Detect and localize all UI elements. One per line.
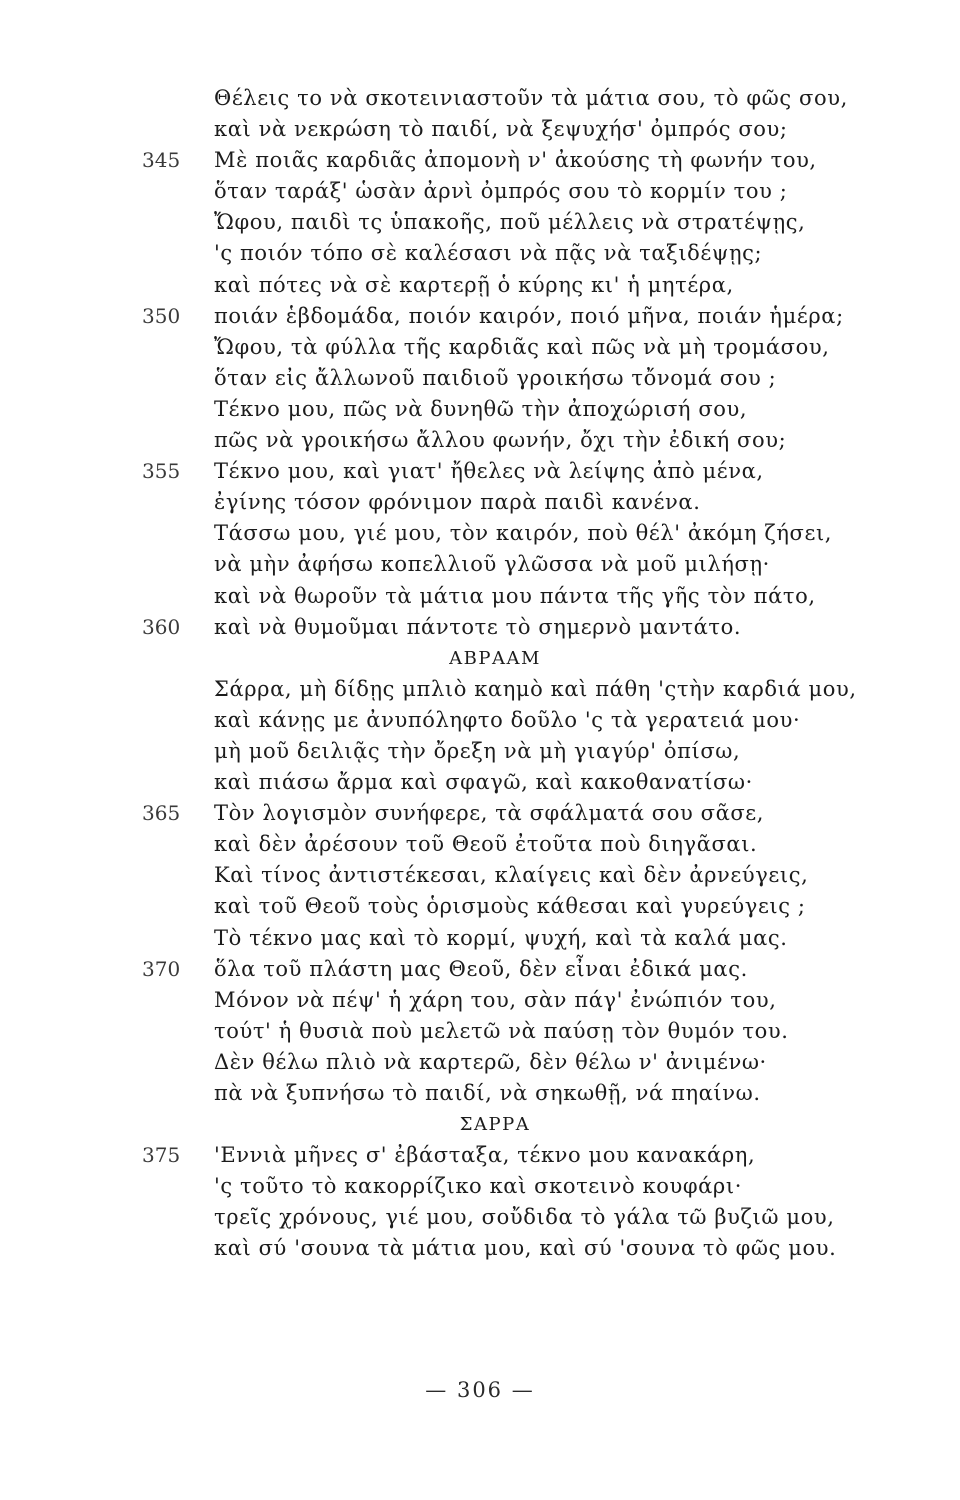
line-number: 370 — [142, 956, 181, 981]
verse-line — [0, 301, 960, 332]
verse-line — [0, 891, 960, 922]
verse-line — [0, 207, 960, 238]
verse-text: καὶ τοῦ Θεοῦ τοὺς ὁρισμοὺς κάθεσαι καὶ γυρεύγεις ; — [214, 894, 806, 919]
verse-text: πῶς νὰ γροικήσω ἄλλου φωνήν, ὄχι τὴν ἐδική σου; — [214, 428, 787, 453]
verse-line — [0, 425, 960, 456]
verse-line — [0, 83, 960, 114]
verse-text: νὰ μὴν ἀφήσω κοπελλιοῦ γλῶσσα νὰ μοῦ μιλήσῃ· — [214, 552, 770, 577]
verse-text: ὅταν ταράξ' ὡσὰν ἀρνὶ ὀμπρός σου τὸ κορμίν του ; — [214, 179, 788, 204]
verse-text: τούτ' ἡ θυσιὰ ποὺ μελετῶ νὰ παύσῃ τὸν θυμόν του. — [214, 1018, 789, 1043]
verse-line — [0, 1202, 960, 1233]
verse-line — [0, 1078, 960, 1109]
verse-line — [0, 985, 960, 1016]
verse-text: ποιάν ἑβδομάδα, ποιόν καιρόν, ποιό μῆνα, ποιάν ἡμέρα; — [214, 303, 844, 328]
verse-line — [0, 1016, 960, 1047]
verse-line — [0, 145, 960, 176]
verse-text: Ὤφου, παιδὶ τς ὑπακοῆς, ποῦ μέλλεις νὰ στρατέψῃς, — [214, 210, 806, 235]
verse-text: ἐγίνης τόσον φρόνιμον παρὰ παιδὶ κανένα. — [214, 490, 701, 515]
verse-line — [0, 1233, 960, 1264]
page-number: — 306 — — [425, 1378, 535, 1402]
line-number: 365 — [142, 801, 181, 826]
line-number: 355 — [142, 459, 181, 484]
verse-text: καὶ νὰ θωροῦν τὰ μάτια μου πάντα τῆς γῆς τὸν πάτο, — [214, 583, 816, 608]
verse-text: 'ς ποιόν τόπο σὲ καλέσασι νὰ πᾷς νὰ ταξιδέψῃς; — [214, 241, 763, 266]
verse-text: Σάρρα, μὴ δίδῃς μπλιὸ καημὸ καὶ πάθη 'ςτὴν καρδιά μου, — [214, 676, 857, 701]
verse-text: Τάσσω μου, γιέ μου, τὸν καιρόν, ποὺ θέλ' ἀκόμη ζήσει, — [214, 521, 833, 546]
verse-text: Μόνον νὰ πέψ' ἡ χάρη του, σὰν πάγ' ἐνώπιόν του, — [214, 987, 777, 1012]
verse-text: Τέκνο μου, καὶ γιατ' ἤθελες νὰ λείψης ἀπὸ μένα, — [214, 459, 764, 484]
poem-text — [0, 83, 960, 1265]
verse-line — [0, 1047, 960, 1078]
verse-text: Δὲν θέλω πλιὸ νὰ καρτερῶ, δὲν θέλω ν' ἀνιμένω· — [214, 1049, 767, 1074]
verse-text: Καὶ τίνος ἀντιστέκεσαι, κλαίγεις καὶ δὲν ἀρνεύγεις, — [214, 863, 809, 888]
verse-text: πὰ νὰ ξυπνήσω τὸ παιδί, νὰ σηκωθῇ, νά πηαίνω. — [214, 1081, 761, 1105]
verse-line — [0, 394, 960, 425]
verse-text: Μὲ ποιᾶς καρδιᾶς ἀπομονὴ ν' ἀκούσης τὴ φωνήν του, — [214, 148, 817, 173]
line-number: 360 — [142, 614, 181, 639]
verse-line — [0, 238, 960, 269]
verse-line — [0, 674, 960, 705]
line-number: 350 — [142, 303, 181, 328]
verse-text: Τὸ τέκνο μας καὶ τὸ κορμί, ψυχή, καὶ τὰ καλά μας. — [214, 925, 788, 950]
verse-text: 'ς τοῦτο τὸ κακορρίζικο καὶ σκοτεινὸ κουφάρι· — [214, 1174, 742, 1199]
verse-text: καὶ σύ 'σουνα τὰ μάτια μου, καὶ σύ 'σουνα τὸ φῶς μου. — [214, 1236, 837, 1261]
line-number: 375 — [142, 1143, 181, 1168]
verse-line — [0, 954, 960, 985]
verse-line — [0, 270, 960, 301]
verse-line — [0, 581, 960, 612]
verse-line — [0, 612, 960, 643]
verse-text: ὅλα τοῦ πλάστη μας Θεοῦ, δὲν εἶναι ἐδικά μας. — [214, 956, 748, 981]
verse-text: 'Εννιὰ μῆνες σ' ἐβάσταξα, τέκνο μου κανακάρη, — [214, 1143, 756, 1168]
speaker-name: ΣΑΡΡΑ — [459, 1114, 531, 1136]
verse-line — [0, 176, 960, 207]
verse-text: καὶ πότες νὰ σὲ καρτερῇ ὁ κύρης κι' ἡ μητέρα, — [214, 272, 734, 297]
verse-line — [0, 798, 960, 829]
verse-line — [0, 114, 960, 145]
verse-text: ὅταν εἰς ἄλλωνοῦ παιδιοῦ γροικήσω τὄνομά σου ; — [214, 365, 777, 390]
verse-line — [0, 736, 960, 767]
verse-text: τρεῖς χρόνους, γιέ μου, σοὔδιδα τὸ γάλα τῶ βυζιῶ μου, — [214, 1205, 835, 1230]
verse-line — [0, 705, 960, 736]
verse-line — [0, 487, 960, 518]
verse-line — [0, 829, 960, 860]
verse-line — [0, 1171, 960, 1202]
verse-text: μὴ μοῦ δειλιᾷς τὴν ὄρεξη νὰ μὴ γιαγύρ' ὀπίσω, — [214, 738, 741, 763]
verse-text: καὶ κάνῃς με ἀνυπόληφτο δοῦλο 'ς τὰ γερατειά μου· — [214, 707, 801, 732]
verse-text: καὶ πιάσω ἄρμα καὶ σφαγῶ, καὶ κακοθανατίσω· — [214, 770, 753, 795]
verse-text: καὶ νὰ θυμοῦμαι πάντοτε τὸ σημερνὸ μαντάτο. — [214, 614, 742, 639]
verse-line — [0, 456, 960, 487]
verse-text: Θέλεις το νὰ σκοτεινιαστοῦν τὰ μάτια σου, τὸ φῶς σου, — [214, 86, 848, 110]
verse-line — [0, 332, 960, 363]
verse-line — [0, 518, 960, 549]
verse-line — [0, 549, 960, 580]
verse-text: Τέκνο μου, πῶς νὰ δυνηθῶ τὴν ἀποχώρισή σου, — [214, 396, 748, 421]
line-number: 345 — [142, 148, 181, 173]
verse-line — [0, 923, 960, 954]
verse-line — [0, 363, 960, 394]
verse-line — [0, 767, 960, 798]
verse-line — [0, 1140, 960, 1171]
verse-text: Ὤφου, τὰ φύλλα τῆς καρδιᾶς καὶ πῶς νὰ μὴ τρομάσου, — [214, 334, 830, 359]
verse-text: Τὸν λογισμὸν συνήφερε, τὰ σφάλματά σου σᾶσε, — [214, 801, 765, 826]
verse-text: καὶ δὲν ἀρέσουν τοῦ Θεοῦ ἐτοῦτα ποὺ διηγᾶσαι. — [214, 832, 758, 857]
verse-line — [0, 860, 960, 891]
speaker-name: ΑΒΡΑΑΜ — [449, 647, 541, 669]
verse-text: καὶ νὰ νεκρώση τὸ παιδί, νὰ ξεψυχήσ' ὀμπρός σου; — [214, 117, 788, 142]
